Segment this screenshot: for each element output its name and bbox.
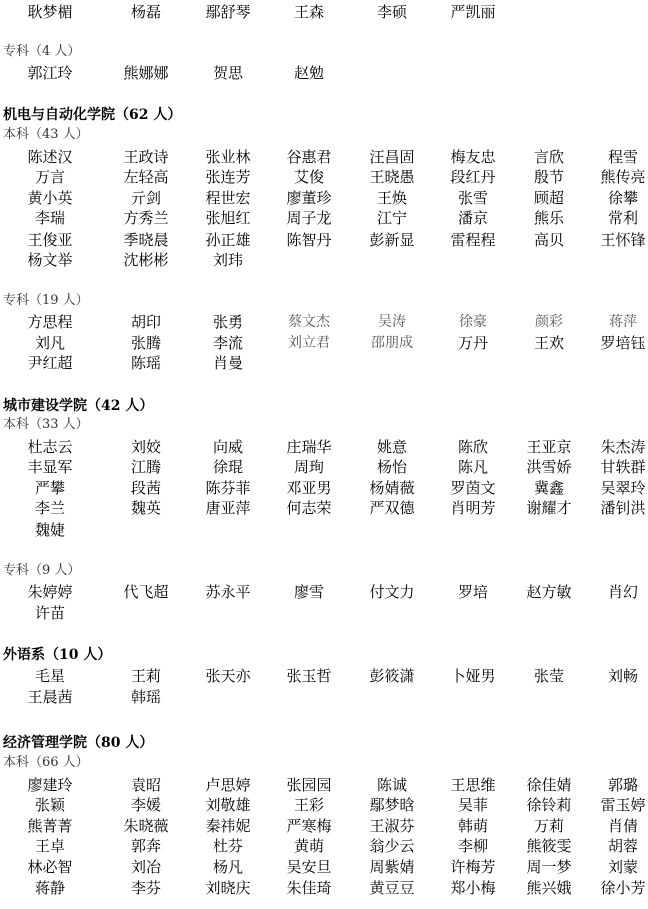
person-name: 吴安旦: [286, 858, 332, 876]
person-name: 王森: [293, 3, 324, 21]
person-name: 谷惠君: [286, 148, 332, 166]
person-name: 陈芬菲: [205, 479, 251, 497]
person-name: 卢思婷: [205, 776, 251, 794]
person-name: 廖建玲: [27, 776, 73, 794]
person-name: 方思程: [27, 313, 73, 331]
person-name: 雷程程: [450, 231, 496, 249]
person-name: 冀鑫: [533, 479, 564, 497]
person-name: 王欢: [533, 334, 564, 352]
person-name: 程世宏: [205, 189, 251, 207]
person-name: 徐铃莉: [526, 796, 572, 814]
person-name: 李媛: [130, 796, 161, 814]
person-name: 吴翠玲: [600, 479, 646, 497]
person-name: 杨文举: [27, 251, 73, 269]
department-heading: 经济管理学院（80 人）: [3, 735, 154, 751]
person-name: 张雪: [457, 189, 488, 207]
department-heading: 机电与自动化学院（62 人）: [3, 107, 182, 123]
person-name: 罗培钰: [600, 334, 646, 352]
person-name: 代飞超: [123, 583, 169, 601]
person-name: 左轻高: [123, 168, 169, 186]
person-name: 刘冶: [130, 858, 161, 876]
person-name: 陈智丹: [286, 231, 332, 249]
person-name: 刘晓庆: [205, 879, 251, 897]
person-name: 吴菲: [457, 796, 488, 814]
person-name: 秦祎妮: [205, 817, 251, 835]
person-name: 陈瑶: [130, 354, 161, 372]
person-name: 肖曼: [212, 354, 243, 372]
person-name: 潘钊洪: [600, 499, 646, 517]
person-name: 颜彩: [535, 314, 563, 330]
name-row: [0, 520, 648, 540]
person-name: 段茜: [130, 479, 161, 497]
person-name: 张玉哲: [286, 667, 332, 685]
person-name: 邓亚男: [286, 479, 332, 497]
person-name: 王淑芬: [369, 817, 415, 835]
program-label: 专科（4 人）: [3, 44, 81, 59]
person-name: 丰显军: [27, 458, 73, 476]
person-name: 段红丹: [450, 168, 496, 186]
name-row: [0, 167, 648, 187]
program-label: 专科（19 人）: [3, 293, 89, 308]
person-name: 肖幻: [607, 583, 638, 601]
name-row: [0, 63, 648, 83]
person-name: 郑小梅: [450, 879, 496, 897]
person-name: 彭筱潇: [369, 667, 415, 685]
person-name: 江腾: [130, 458, 161, 476]
person-name: 季晓晨: [123, 231, 169, 249]
person-name: 苏永平: [205, 583, 251, 601]
person-name: 万莉: [533, 817, 564, 835]
person-name: 高贝: [533, 231, 564, 249]
person-name: 耿梦楣: [27, 3, 73, 21]
person-name: 周一梦: [526, 858, 572, 876]
person-name: 刘凡: [34, 334, 65, 352]
name-row: [0, 147, 648, 167]
person-name: 王思维: [450, 776, 496, 794]
person-name: 郭江玲: [27, 64, 73, 82]
person-name: 熊乐: [533, 209, 564, 227]
person-name: 李流: [212, 334, 243, 352]
person-name: 刘立君: [288, 335, 330, 351]
person-name: 张业林: [205, 148, 251, 166]
program-label: 本科（66 人）: [3, 755, 89, 770]
person-name: 张园园: [286, 776, 332, 794]
person-name: 陈诚: [376, 776, 407, 794]
person-name: 李硕: [376, 3, 407, 21]
person-name: 肖明芳: [450, 499, 496, 517]
person-name: 李瑞: [34, 209, 65, 227]
person-name: 廖董珍: [286, 189, 332, 207]
name-row: [0, 457, 648, 477]
person-name: 常利: [607, 209, 638, 227]
person-name: 魏英: [130, 499, 161, 517]
person-name: 万丹: [457, 334, 488, 352]
person-name: 江宁: [376, 209, 407, 227]
person-name: 熊筱雯: [526, 837, 572, 855]
person-name: 胡印: [130, 313, 161, 331]
person-name: 罗茵文: [450, 479, 496, 497]
person-name: 罗培: [457, 583, 488, 601]
person-name: 孙正雄: [205, 231, 251, 249]
person-name: 卜娅男: [450, 667, 496, 685]
person-name: 刘姣: [130, 438, 161, 456]
person-name: 杨凡: [212, 858, 243, 876]
person-name: 王莉: [130, 667, 161, 685]
person-name: 许梅芳: [450, 858, 496, 876]
person-name: 谢耀才: [526, 499, 572, 517]
name-row: [0, 2, 648, 22]
person-name: 徐攀: [607, 189, 638, 207]
person-name: 汪昌固: [369, 148, 415, 166]
person-name: 朱杰涛: [600, 438, 646, 456]
person-name: 朱佳琦: [286, 879, 332, 897]
person-name: 刘玮: [212, 251, 243, 269]
person-name: 张勇: [212, 313, 243, 331]
person-name: 黄小英: [27, 189, 73, 207]
person-name: 唐亚萍: [205, 499, 251, 517]
name-row: [0, 775, 648, 795]
person-name: 陈述汉: [27, 148, 73, 166]
person-name: 黄豆豆: [369, 879, 415, 897]
person-name: 杜芬: [212, 837, 243, 855]
person-name: 杨婧薇: [369, 479, 415, 497]
person-name: 许苗: [34, 604, 65, 622]
department-heading: 外语系（10 人）: [3, 647, 112, 663]
person-name: 王政诗: [123, 148, 169, 166]
person-name: 陈凡: [457, 458, 488, 476]
person-name: 万言: [34, 168, 65, 186]
person-name: 杨磊: [130, 3, 161, 21]
person-name: 亓剑: [130, 189, 161, 207]
person-name: 言欣: [533, 148, 564, 166]
person-name: 艾俊: [293, 168, 324, 186]
person-name: 鄢舒琴: [205, 3, 251, 21]
person-name: 蒋萍: [609, 314, 637, 330]
name-row: [0, 878, 648, 898]
person-name: 肖倩: [607, 817, 638, 835]
name-row: [0, 603, 648, 623]
person-name: 殷节: [533, 168, 564, 186]
person-name: 蒋静: [34, 879, 65, 897]
program-label: 专科（9 人）: [3, 563, 81, 578]
person-name: 沈彬彬: [123, 251, 169, 269]
person-name: 张旭红: [205, 209, 251, 227]
person-name: 徐佳婧: [526, 776, 572, 794]
person-name: 朱婷婷: [27, 583, 73, 601]
person-name: 张腾: [130, 334, 161, 352]
person-name: 雷玉婷: [600, 796, 646, 814]
person-name: 贺思: [212, 64, 243, 82]
person-name: 程雪: [607, 148, 638, 166]
person-name: 胡蓉: [607, 837, 638, 855]
name-row: [0, 333, 648, 353]
name-row: [0, 687, 648, 707]
person-name: 袁昭: [130, 776, 161, 794]
person-name: 甘轶群: [600, 458, 646, 476]
person-name: 严双德: [369, 499, 415, 517]
name-row: [0, 230, 648, 250]
person-name: 刘敬雄: [205, 796, 251, 814]
name-row: [0, 795, 648, 815]
person-name: 徐豪: [459, 314, 487, 330]
person-name: 郭璐: [607, 776, 638, 794]
person-name: 熊兴娥: [526, 879, 572, 897]
person-name: 熊娜娜: [123, 64, 169, 82]
person-name: 毛星: [34, 667, 65, 685]
person-name: 陈欣: [457, 438, 488, 456]
person-name: 王俊亚: [27, 231, 73, 249]
person-name: 黄萌: [293, 837, 324, 855]
person-name: 李芬: [130, 879, 161, 897]
person-name: 蔡文杰: [288, 314, 330, 330]
person-name: 张连芳: [205, 168, 251, 186]
name-row: [0, 208, 648, 228]
person-name: 赵方敏: [526, 583, 572, 601]
person-name: 林必智: [27, 858, 73, 876]
person-name: 姚意: [376, 438, 407, 456]
person-name: 顾超: [533, 189, 564, 207]
person-name: 张颖: [34, 796, 65, 814]
name-row: [0, 816, 648, 836]
person-name: 刘畅: [607, 667, 638, 685]
person-name: 严寒梅: [286, 817, 332, 835]
person-name: 鄢梦晗: [369, 796, 415, 814]
person-name: 尹红超: [27, 354, 73, 372]
person-name: 严攀: [34, 479, 65, 497]
person-name: 翁少云: [369, 837, 415, 855]
person-name: 向威: [212, 438, 243, 456]
person-name: 朱晓薇: [123, 817, 169, 835]
program-label: 本科（33 人）: [3, 417, 89, 432]
name-row: [0, 666, 648, 686]
name-row: [0, 437, 648, 457]
name-row: [0, 188, 648, 208]
person-name: 魏婕: [34, 521, 65, 539]
program-label: 本科（43 人）: [3, 127, 89, 142]
person-name: 郭奔: [130, 837, 161, 855]
person-name: 邵朋成: [371, 335, 413, 351]
person-name: 李兰: [34, 499, 65, 517]
person-name: 王怀锋: [600, 231, 646, 249]
person-name: 洪雪娇: [526, 458, 572, 476]
person-name: 杜志云: [27, 438, 73, 456]
person-name: 梅友忠: [450, 148, 496, 166]
person-name: 彭新显: [369, 231, 415, 249]
person-name: 周紫婧: [369, 858, 415, 876]
person-name: 王彩: [293, 796, 324, 814]
person-name: 徐小芳: [600, 879, 646, 897]
person-name: 李柳: [457, 837, 488, 855]
name-row: [0, 353, 648, 373]
person-name: 徐琨: [212, 458, 243, 476]
name-row: [0, 498, 648, 518]
person-name: 张莹: [533, 667, 564, 685]
person-name: 熊菁菁: [27, 817, 73, 835]
person-name: 周子龙: [286, 209, 332, 227]
person-name: 方秀兰: [123, 209, 169, 227]
person-name: 严凯丽: [450, 3, 496, 21]
name-row: [0, 250, 648, 270]
person-name: 王亚京: [526, 438, 572, 456]
person-name: 韩萌: [457, 817, 488, 835]
person-name: 张天亦: [205, 667, 251, 685]
person-name: 王焕: [376, 189, 407, 207]
name-row: [0, 582, 648, 602]
person-name: 熊传亮: [600, 168, 646, 186]
department-heading: 城市建设学院（42 人）: [3, 398, 154, 414]
person-name: 王晨茜: [27, 688, 73, 706]
name-row: [0, 312, 648, 332]
person-name: 潘京: [457, 209, 488, 227]
person-name: 付文力: [369, 583, 415, 601]
person-name: 杨怡: [376, 458, 407, 476]
person-name: 韩瑶: [130, 688, 161, 706]
person-name: 廖雪: [293, 583, 324, 601]
person-name: 刘蒙: [607, 858, 638, 876]
person-name: 王卓: [34, 837, 65, 855]
person-name: 赵勉: [293, 64, 324, 82]
name-row: [0, 857, 648, 877]
person-name: 周珣: [293, 458, 324, 476]
name-row: [0, 478, 648, 498]
person-name: 吴涛: [378, 314, 406, 330]
person-name: 庄瑞华: [286, 438, 332, 456]
person-name: 何志荣: [286, 499, 332, 517]
name-row: [0, 836, 648, 856]
person-name: 王晓愚: [369, 168, 415, 186]
